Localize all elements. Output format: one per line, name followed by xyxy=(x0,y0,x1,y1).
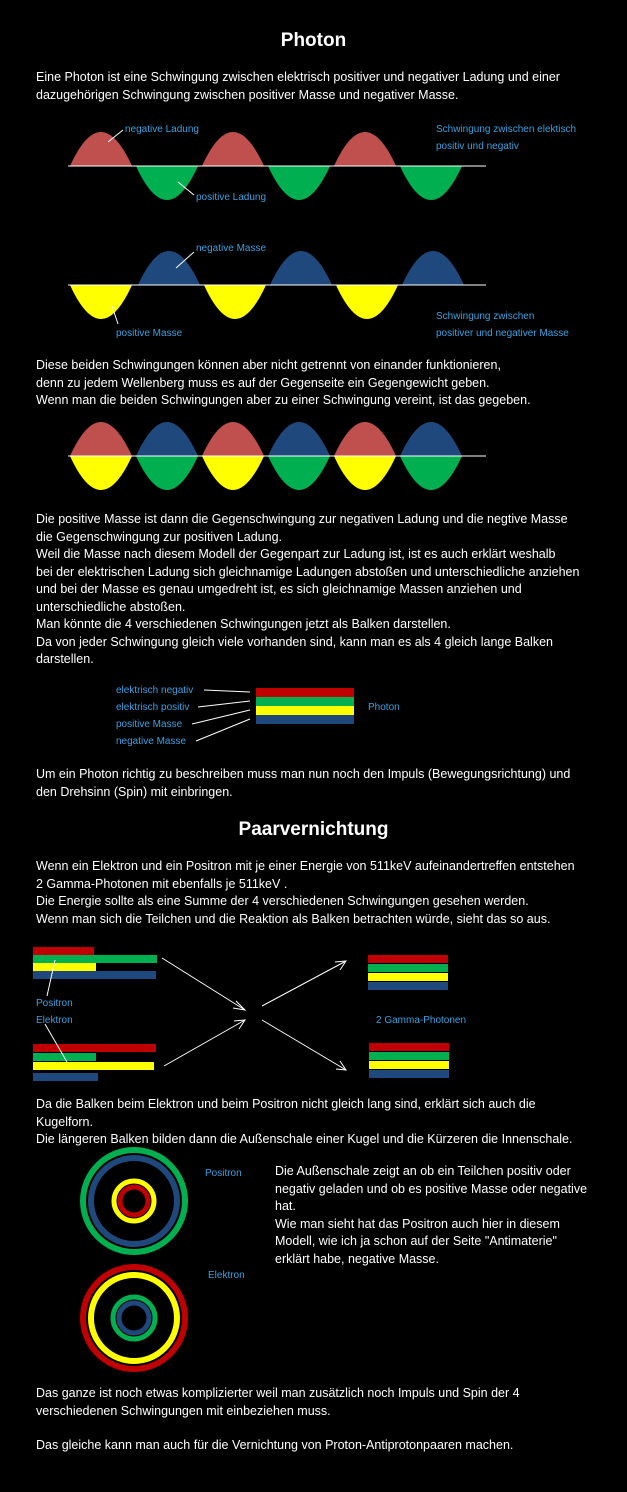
photon-pointer-3 xyxy=(192,710,250,724)
label-positive-ladung: positive Ladung xyxy=(196,192,267,203)
positron-bar-red xyxy=(33,947,94,955)
bar-label-photon: Photon xyxy=(368,702,400,713)
photon-bars xyxy=(192,688,354,741)
photon-bar-green xyxy=(256,697,354,706)
elektron-bar-yellow xyxy=(33,1062,154,1070)
wave-charge-hump-2 xyxy=(202,132,264,166)
bar-label-positive-masse: positive Masse xyxy=(116,719,183,730)
label-wave1-side: Schwingung zwischen elektisch positiv und negativ xyxy=(436,124,577,152)
label-negative-ladung: negative Ladung xyxy=(125,124,199,135)
arrow-in-top-head xyxy=(233,1001,245,1010)
positron-shell-red xyxy=(120,1187,148,1215)
photon-pointer-4 xyxy=(196,719,250,741)
photon-para3: Die positive Masse ist dann die Gegenschwingung zur negativen Ladung und die negtive Masse die Gegenschwingung zur positiven Ladung. Weil die Masse nach diesem Modell der Gegenpart zur Ladung ist, ist es auch erklärt weshalb bei der elektrischen Ladung sich gleichnamige Ladungen abstoßen und unterschiedliche anziehen und bei der Masse es genau umgedreht ist, es sich gleichnamige Massen anziehen und unterschiedliche abstoßen. Man könnte die 4 verschiedenen Schwingungen jetzt als Balken darstellen. Da von jeder Schwingung gleich viele vorhanden sind, kann man es als 4 gleich lange Balken darstellen. xyxy=(36,512,580,666)
photon-para2: Diese beiden Schwingungen können aber nicht getrennt von einander funktionieren, denn zu jedem Wellenberg muss es auf der Gegenseite ein Gegengewicht geben. Wenn man die beiden Schwingungen aber zu einer Schwingung vereint, ist das gegeben. xyxy=(36,358,531,407)
wave-mass-hump-2 xyxy=(270,251,332,285)
pair-outro1: Das ganze ist noch etwas komplizierter weil man zusätzlich noch Impuls und Spin der 4 verschiedenen Schwingungen mit einbeziehen muss. xyxy=(36,1386,520,1418)
circle-label-elektron: Elektron xyxy=(208,1270,245,1281)
wave-mass-hump-3 xyxy=(402,251,464,285)
wave-combined xyxy=(68,422,486,490)
wave-combined-hump-1 xyxy=(70,422,132,456)
wave-mass-trough-2 xyxy=(204,285,266,319)
photon-pointer-1 xyxy=(204,690,250,692)
gamma-photon-2-bars xyxy=(369,1043,449,1078)
gamma2-bar-red xyxy=(369,1043,449,1051)
pair-title: Paarvernichtung xyxy=(238,819,389,840)
wave-combined-trough-4 xyxy=(268,456,330,490)
wave-combined-trough-1 xyxy=(70,456,132,490)
positron-bars xyxy=(33,947,157,996)
bar-label-negative-masse: negative Masse xyxy=(116,736,187,747)
wave-charge-hump-3 xyxy=(334,132,396,166)
elektron-shell-red xyxy=(83,1267,185,1369)
label-positron: Positron xyxy=(36,998,73,1009)
gamma1-bar-green xyxy=(368,964,448,972)
wave-combined-trough-5 xyxy=(334,456,396,490)
positron-bar-green xyxy=(33,955,157,963)
wave-combined-trough-3 xyxy=(202,456,264,490)
photon-pointer-2 xyxy=(198,701,250,707)
wave-combined-hump-3 xyxy=(202,422,264,456)
wave-charge-hump-1 xyxy=(70,132,132,166)
photon-para4: Um ein Photon richtig zu beschreiben muss man nun noch den Impuls (Bewegungsrichtung) und den Drehsinn (Spin) mit einbringen. xyxy=(36,767,571,799)
gamma2-bar-yellow xyxy=(369,1061,449,1069)
wave-mass-hump-1 xyxy=(138,251,200,285)
photon-bar-yellow xyxy=(256,706,354,715)
pair-side-text: Die Außenschale zeigt an ob ein Teilchen positiv oder negativ geladen und ob es positive Masse oder negative hat. Wie man sieht hat das Positron auch hier in diesem Modell, wie ich ja schon auf der Seite "Antimaterie" erklärt habe, negative Masse. xyxy=(275,1164,588,1266)
gamma1-bar-blue xyxy=(368,982,448,990)
wave-combined-hump-4 xyxy=(268,422,330,456)
photon-title: Photon xyxy=(280,30,347,51)
wave-mass xyxy=(68,251,486,324)
wave-charge-trough-2 xyxy=(268,166,330,200)
label-gamma-photonen: 2 Gamma-Photonen xyxy=(376,1015,467,1026)
elektron-bar-blue xyxy=(33,1073,98,1081)
arrow-in-bottom xyxy=(164,1020,245,1066)
positron-shell-green xyxy=(83,1150,185,1252)
bar-label-elektrisch-positiv: elektrisch positiv xyxy=(116,702,190,713)
label-positive-masse: positive Masse xyxy=(116,328,183,339)
pair-outro2: Das gleiche kann man auch für die Vernichtung von Proton-Antiprotonpaaren machen. xyxy=(36,1438,514,1452)
wave-charge xyxy=(68,130,486,200)
wave-combined-hump-2 xyxy=(136,422,198,456)
positron-sphere xyxy=(83,1150,185,1252)
reaction-arrows xyxy=(162,958,346,1070)
gamma2-bar-blue xyxy=(369,1070,449,1078)
elektron-bar-red xyxy=(33,1044,156,1052)
wave-combined-hump-6 xyxy=(400,422,462,456)
gamma-photon-1-bars xyxy=(368,955,448,990)
photon-intro: Eine Photon ist eine Schwingung zwischen elektrisch positiver und negativer Ladung und einer dazugehörigen Schwingung zwischen positiver Masse und negativer Masse. xyxy=(36,70,560,102)
label-elektron: Elektron xyxy=(36,1015,73,1026)
gamma1-bar-yellow xyxy=(368,973,448,981)
wave-mass-trough-3 xyxy=(336,285,398,319)
label-negative-masse: negative Masse xyxy=(196,243,267,254)
wave-mass-trough-1 xyxy=(70,285,132,319)
wave-combined-trough-6 xyxy=(400,456,462,490)
arrow-in-top xyxy=(162,958,245,1010)
positron-shell-blue xyxy=(91,1158,177,1244)
elektron-bars xyxy=(33,1024,156,1081)
gamma2-bar-green xyxy=(369,1052,449,1060)
wave-charge-trough-1 xyxy=(136,166,198,200)
pair-para2: Da die Balken beim Elektron und beim Positron nicht gleich lang sind, erklärt sich auch die Kugelforn. Die längeren Balken bilden dann die Außenschale einer Kugel und die Kürzeren die Innenschale. xyxy=(36,1097,573,1146)
wave-combined-trough-2 xyxy=(136,456,198,490)
pair-intro: Wenn ein Elektron und ein Positron mit je einer Energie von 511keV aufeinandertreffen entstehen 2 Gamma-Photonen mit ebenfalls je 511keV . Die Energie sollte als eine Summe der 4 verschiedenen Schwingungen gesehen werden. Wenn man sich die Teilchen und die Reaktion als Balken betrachten würde, sieht das so aus. xyxy=(36,859,575,926)
wave-combined-hump-5 xyxy=(334,422,396,456)
bar-label-elektrisch-negativ: elektrisch negativ xyxy=(116,685,194,696)
photon-bar-blue xyxy=(256,715,354,724)
gamma1-bar-red xyxy=(368,955,448,963)
photon-bar-red xyxy=(256,688,354,697)
arrow-out-top xyxy=(262,961,346,1006)
positron-bar-yellow xyxy=(33,963,96,971)
elektron-shell-blue xyxy=(119,1303,149,1333)
elektron-shell-yellow xyxy=(91,1275,177,1361)
label-wave2-side: Schwingung zwischen positiver und negativer Masse xyxy=(436,311,569,339)
wave-charge-trough-3 xyxy=(400,166,462,200)
arrow-out-bottom xyxy=(262,1020,346,1070)
elektron-sphere xyxy=(83,1267,185,1369)
circle-label-positron: Positron xyxy=(205,1168,242,1179)
